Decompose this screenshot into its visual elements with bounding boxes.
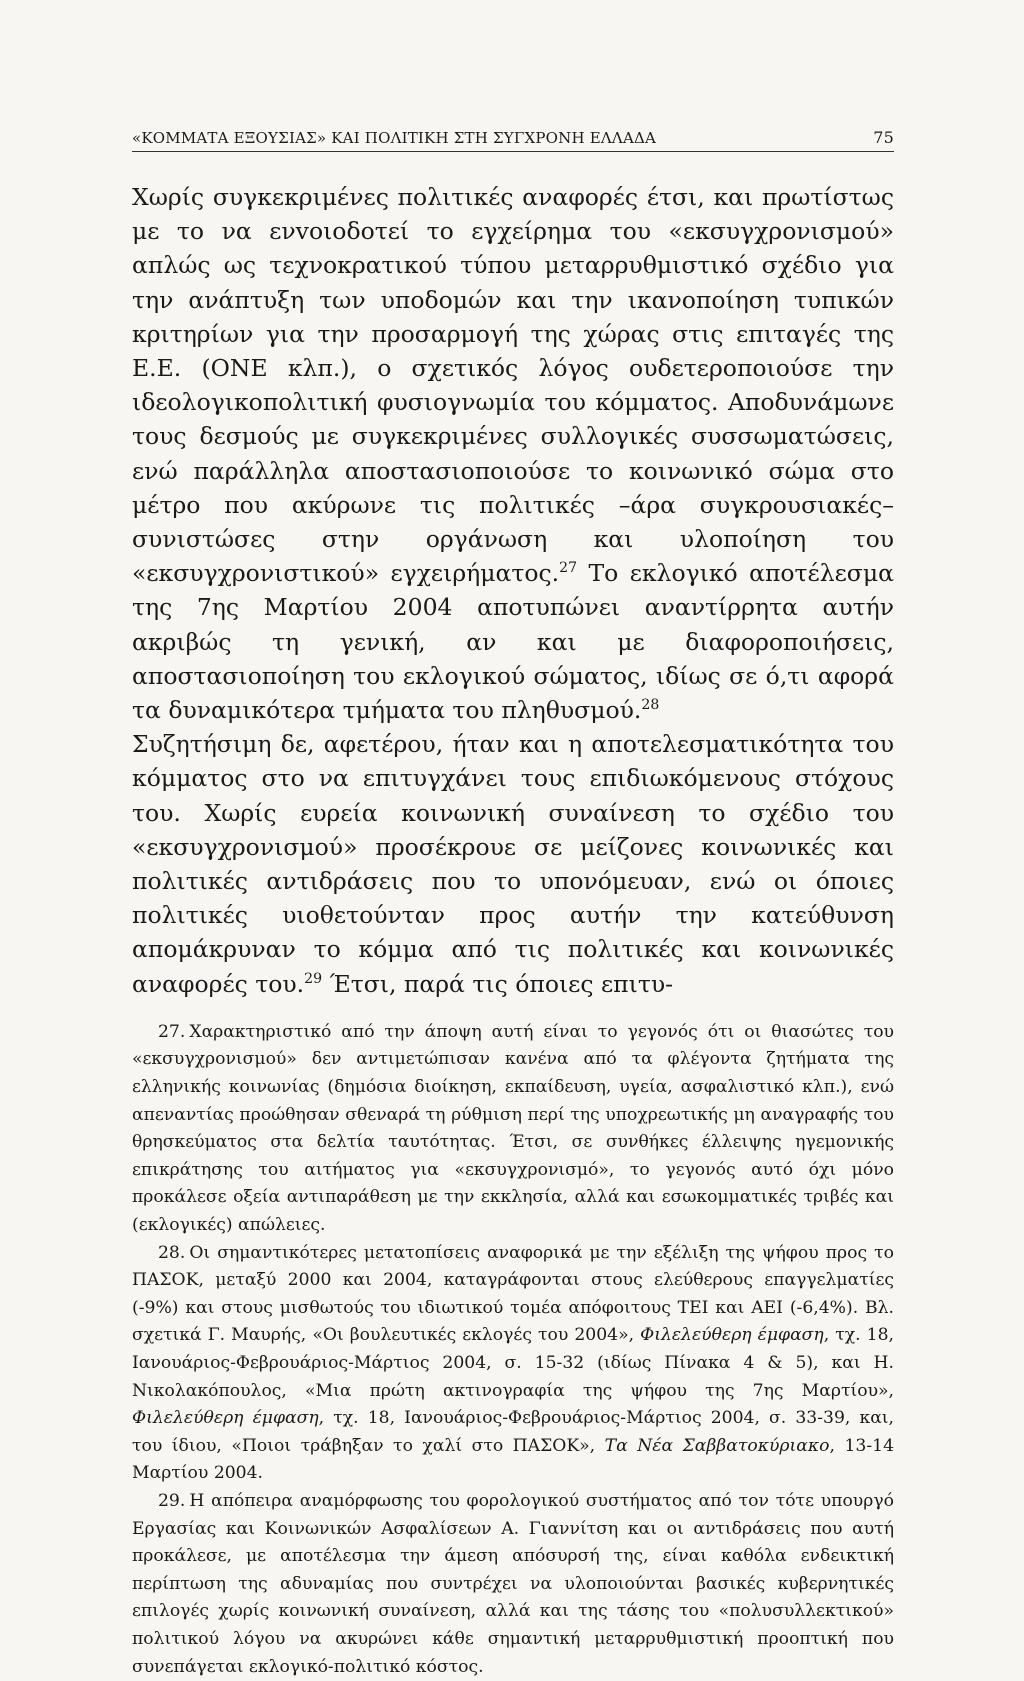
paragraph-2-part-a: Συζητήσιμη δε, αφετέρου, ήταν και η αποτελεσματικότητα του κόμματος στο να επιτυγχάνει τους επιδιωκόμενους στόχους του. Χωρίς ευρεία κοινωνική συναίνεση το σχέδιο του «εκσυγχρονισμού» προσέκρουε σε μείζονες κοινωνικές και πολιτικές αντιδράσεις που το υπονόμευαν, ενώ οι όποιες πολιτικές υιοθετούνταν προς αυτήν την κατεύθυνση απομάκρυναν το κόμμα από τις πολιτικές και κοινωνικές αναφορές του.	[132, 730, 894, 998]
footnote-28-text-a: Οι σημαντικότερες μετατοπίσεις αναφορικά με την εξέλιξη της ψήφου προς το ΠΑΣΟΚ, μεταξύ 2000 και 2004, καταγράφονται στους ελεύθερους επαγγελματίες (-9%) και στους μισθωτούς του ιδιωτικού τομέα απόφοιτους ΤΕΙ και ΑΕΙ (-6,4%). Βλ. σχετικά Γ. Μαυρής, «Οι βουλευτικές εκλογές του 2004»,	[132, 1242, 894, 1346]
footnote-28-journal-1: Φιλελεύθερη έμφαση	[640, 1325, 824, 1346]
footnote-28-number: 28.	[158, 1242, 186, 1263]
running-header	[132, 128, 894, 152]
footnote-28	[132, 1240, 894, 1488]
footnote-28-newspaper: Τα Νέα Σαββατοκύριακο	[604, 1435, 830, 1456]
footnote-28-text-c: , τχ. 18, Ιανουάριος-Φεβρουάριος-Μάρτιος 2004, σ. 33-39, και, του ίδιου, «Ποιοι τράβηξαν το χαλί στο ΠΑΣΟΚ»,	[132, 1408, 894, 1456]
page-number: 75	[873, 128, 894, 147]
paragraph-1-part-b: Το εκλογικό αποτέλεσμα της 7ης Μαρτίου 2004 αποτυπώνει αναντίρρητα αυτήν ακριβώς τη γενική, αν και με διαφοροποιήσεις, αποστασιοποίηση του εκλογικού σώματος, ιδίως σε ό,τι αφορά τα δυναμικότερα τμήματα του πληθυσμού.	[132, 559, 894, 725]
footnote-ref-27: 27	[559, 560, 578, 577]
book-page	[132, 128, 894, 1681]
footnote-29-text: Η απόπειρα αναμόρφωσης του φορολογικού συστήματος από τον τότε υπουργό Εργασίας και Κοινωνικών Ασφαλίσεων Α. Γιαννίτση και οι αντιδράσεις που αυτή προκάλεσε, με αποτέλεσμα την άμεση απόσυρσή της, είναι καθόλα ενδεικτική περίπτωση της αδυναμίας που συντρέχει να υλοποιούνται βασικές κυβερνητικές επιλογές χωρίς κοινωνική συναίνεση, αλλά και της τάσης του «πολυσυλλεκτικού» πολιτικού λόγου να ακυρώνει κάθε σημαντική μεταρρυθμιστική προοπτική που συνεπάγεται εκλογικό-πολιτικό κόστος.	[132, 1490, 894, 1677]
footnote-ref-29: 29	[304, 970, 323, 987]
footnote-29-number: 29.	[158, 1490, 186, 1511]
paragraph-1	[132, 180, 894, 727]
main-text	[132, 180, 894, 1001]
paragraph-1-part-a: Χωρίς συγκεκριμένες πολιτικές αναφορές έτσι, και πρωτίστως με το να ενvοιοδοτεί το εγχείρημα του «εκσυγχρονισμού» απλώς ως τεχνοκρατικού τύπου μεταρρυθμιστικό σχέδιο για την ανάπτυξη των υποδομών και την ικανοποίηση τυπικών κριτηρίων για την προσαρμογή της χώρας στις επιταγές της Ε.Ε. (ΟΝΕ κλπ.), ο σχετικός λόγος ουδετεροποιούσε την ιδεολογικοπολιτική φυσιογνωμία του κόμματος. Αποδυνάμωνε τους δεσμούς με συγκεκριμένες συλλογικές συσσωματώσεις, ενώ παράλληλα αποστασιοποιούσε το κοινωνικό σώμα στο μέτρο που ακύρωνε τις πολιτικές –άρα συγκρουσιακές– συνιστώσες στην οργάνωση και υλοποίηση του «εκσυγχρονιστικού» εγχειρήματος.	[132, 183, 894, 588]
footnote-28-text-d: , 13-14 Μαρτίου 2004.	[132, 1435, 895, 1484]
footnote-28-journal-2: Φιλελεύθερη έμφαση	[132, 1408, 319, 1429]
footnotes	[132, 1019, 894, 1681]
footnote-27-number: 27.	[158, 1021, 186, 1042]
paragraph-2	[132, 727, 894, 1001]
footnote-27-text: Χαρακτηριστικό από την άποψη αυτή είναι το γεγονός ότι οι θιασώτες του «εκσυγχρονισμού» δεν αντιμετώπισαν κανένα από τα φλέγοντα ζητήματα της ελληνικής κοινωνίας (δημόσια διοίκηση, εκπαίδευση, υγεία, ασφαλιστικό κλπ.), ενώ απεναντίας προώθησαν σθεναρά τη ρύθμιση περί της υποχρεωτικής μη αναγραφής του θρησκεύματος στα δελτία ταυτότητας. Έτσι, σε συνθήκες έλλειψης ηγεμονικής επικράτησης του αιτήματος για «εκσυγχρονισμό», το γεγονός αυτό όχι μόνο προκάλεσε οξεία αντιπαράθεση με την εκκλησία, αλλά και εσωκομματικές τριβές και (εκλογικές) απώλειες.	[132, 1021, 894, 1236]
paragraph-2-part-b: Έτσι, παρά τις όποιες επιτυ-	[322, 969, 674, 998]
footnote-28-text-b: , τχ. 18, Ιανουάριος-Φεβρουάριος-Μάρτιος 2004, σ. 15-32 (ιδίως Πίνακα 4 & 5), και Η. Νικολακόπουλος, «Μια πρώτη ακτινογραφία της ψήφου της 7ης Μαρτίου»,	[132, 1325, 894, 1401]
running-title: «ΚΟΜΜΑΤΑ ΕΞΟΥΣΙΑΣ» ΚΑΙ ΠΟΛΙΤΙΚΗ ΣΤΗ ΣΥΓΧΡΟΝΗ ΕΛΛΑΔΑ	[132, 129, 657, 147]
footnote-29	[132, 1488, 894, 1681]
footnote-27	[132, 1019, 894, 1240]
footnote-ref-28: 28	[641, 697, 660, 714]
